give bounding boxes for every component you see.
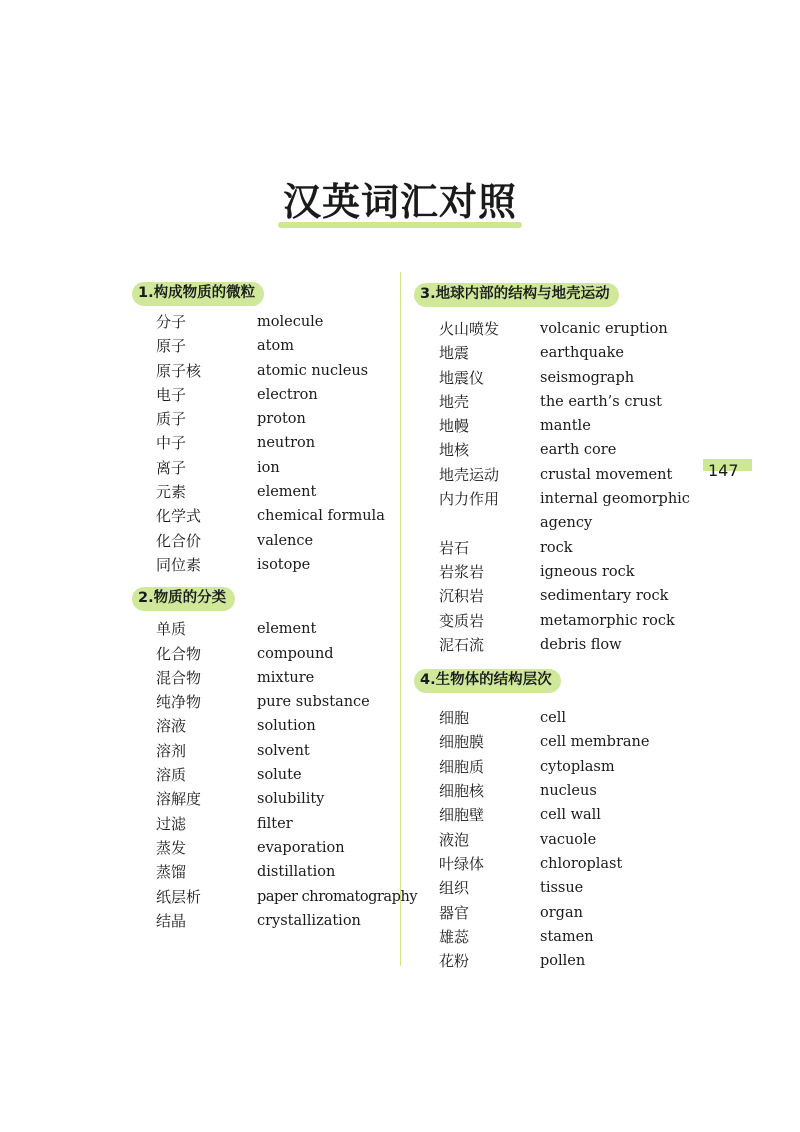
vocab-row bbox=[132, 763, 400, 787]
vocab-row-continuation bbox=[414, 511, 704, 535]
zh-term: 岩浆岩 bbox=[439, 562, 485, 581]
zh-term: 地幔 bbox=[439, 417, 470, 436]
en-term: seismograph bbox=[540, 369, 635, 386]
en-term: crustal movement bbox=[540, 466, 673, 483]
left-column bbox=[132, 282, 418, 933]
page-number: 147 bbox=[708, 461, 739, 480]
vocab-row bbox=[132, 666, 400, 690]
en-term: compound bbox=[257, 645, 334, 662]
en-term: internal geomorphic bbox=[540, 491, 690, 508]
zh-term: 离子 bbox=[156, 458, 187, 477]
vocab-row bbox=[132, 553, 400, 577]
en-term: paper chromatography bbox=[257, 888, 418, 905]
vocab-row bbox=[414, 341, 704, 365]
vocab-row bbox=[414, 609, 704, 633]
vocab-row bbox=[132, 383, 400, 407]
vocab-row bbox=[132, 860, 400, 884]
en-term: earthquake bbox=[540, 345, 624, 362]
vocab-row bbox=[132, 407, 400, 431]
en-term: debris flow bbox=[540, 636, 622, 653]
vocab-row bbox=[414, 414, 704, 438]
vocab-list-4 bbox=[414, 706, 704, 973]
zh-term: 同位素 bbox=[156, 555, 202, 574]
vocab-row bbox=[132, 456, 400, 480]
en-term: isotope bbox=[257, 556, 311, 573]
en-term: cell membrane bbox=[540, 734, 650, 751]
vocab-row bbox=[132, 690, 400, 714]
en-term: earth core bbox=[540, 442, 617, 459]
section-heading-3: 3.地球内部的结构与地壳运动 bbox=[414, 283, 619, 307]
zh-term: 单质 bbox=[156, 620, 187, 639]
en-term: organ bbox=[540, 904, 583, 921]
zh-term: 雄蕊 bbox=[439, 927, 470, 946]
zh-term: 溶质 bbox=[156, 766, 187, 785]
zh-term: 花粉 bbox=[439, 952, 470, 971]
zh-term: 地壳运动 bbox=[439, 465, 500, 484]
zh-term: 内力作用 bbox=[439, 490, 500, 509]
zh-term: 纸层析 bbox=[156, 887, 202, 906]
vocab-row bbox=[414, 463, 704, 487]
en-term: valence bbox=[257, 532, 314, 549]
en-term: mixture bbox=[257, 669, 315, 686]
vocab-row bbox=[414, 317, 704, 341]
zh-term: 火山喷发 bbox=[439, 320, 500, 338]
vocab-row bbox=[414, 925, 704, 949]
vocab-row bbox=[132, 617, 400, 641]
vocab-row bbox=[132, 836, 400, 860]
en-term: neutron bbox=[257, 435, 316, 452]
zh-term: 蒸发 bbox=[156, 838, 187, 857]
vocab-row bbox=[132, 310, 400, 334]
zh-term: 溶液 bbox=[156, 717, 187, 736]
en-term: tissue bbox=[540, 880, 584, 897]
zh-term: 液泡 bbox=[439, 830, 470, 849]
vocab-row bbox=[132, 739, 400, 763]
zh-term: 细胞 bbox=[439, 709, 470, 728]
vocab-row bbox=[414, 584, 704, 608]
vocab-row bbox=[132, 480, 400, 504]
vocab-row bbox=[414, 852, 704, 876]
vocab-row bbox=[414, 949, 704, 973]
en-term-continuation: agency bbox=[540, 515, 593, 532]
vocab-row bbox=[414, 876, 704, 900]
vocab-row bbox=[132, 334, 400, 358]
en-term: metamorphic rock bbox=[540, 612, 675, 629]
zh-term: 地震 bbox=[439, 344, 470, 363]
en-term: volcanic eruption bbox=[540, 321, 668, 337]
en-term: cell bbox=[540, 710, 566, 727]
section-heading-2: 2.物质的分类 bbox=[132, 587, 235, 611]
en-term: proton bbox=[257, 411, 306, 428]
vocab-list-2 bbox=[132, 617, 418, 933]
zh-term: 电子 bbox=[156, 385, 187, 404]
vocab-row bbox=[414, 536, 704, 560]
vocab-row bbox=[414, 633, 704, 657]
zh-term: 原子核 bbox=[156, 361, 202, 380]
zh-term: 化学式 bbox=[156, 507, 202, 526]
zh-term: 纯净物 bbox=[156, 693, 202, 712]
en-term: atomic nucleus bbox=[257, 362, 369, 379]
en-term: element bbox=[257, 484, 317, 501]
zh-term: 结晶 bbox=[156, 911, 187, 930]
vocab-row bbox=[132, 529, 400, 553]
en-term: igneous rock bbox=[540, 563, 635, 580]
zh-term: 叶绿体 bbox=[439, 854, 485, 873]
zh-term: 化合物 bbox=[156, 644, 202, 663]
en-term: distillation bbox=[257, 864, 336, 881]
en-term: chemical formula bbox=[257, 508, 385, 525]
zh-term: 细胞壁 bbox=[439, 806, 485, 825]
zh-term: 地壳 bbox=[439, 392, 470, 411]
page-title-text: 汉英词汇对照 bbox=[282, 180, 517, 224]
vocab-row bbox=[132, 431, 400, 455]
zh-term: 化合价 bbox=[156, 531, 202, 550]
zh-term: 变质岩 bbox=[439, 611, 485, 630]
vocab-row bbox=[414, 706, 704, 730]
vocab-list-3 bbox=[414, 317, 704, 657]
en-term: evaporation bbox=[257, 839, 345, 856]
page-number-tab bbox=[703, 459, 752, 483]
en-term: molecule bbox=[257, 314, 324, 330]
en-term: filter bbox=[257, 815, 293, 832]
section-heading-1: 1.构成物质的微粒 bbox=[132, 282, 264, 306]
zh-term: 原子 bbox=[156, 337, 187, 356]
en-term: atom bbox=[257, 338, 294, 355]
en-term: solvent bbox=[257, 742, 310, 759]
vocab-row bbox=[132, 885, 418, 909]
en-term: vacuole bbox=[540, 831, 597, 848]
en-term: solute bbox=[257, 767, 302, 784]
right-column bbox=[414, 283, 704, 973]
zh-term: 细胞膜 bbox=[439, 733, 485, 752]
en-term: rock bbox=[540, 539, 573, 556]
en-term: stamen bbox=[540, 928, 594, 945]
zh-term: 溶剂 bbox=[156, 741, 187, 760]
vocab-row bbox=[132, 642, 400, 666]
vocab-row bbox=[414, 730, 704, 754]
en-term: pollen bbox=[540, 953, 586, 970]
vocab-row bbox=[132, 909, 400, 933]
en-term: ion bbox=[257, 459, 280, 476]
vocab-list-1 bbox=[132, 310, 400, 577]
vocab-row bbox=[414, 779, 704, 803]
vocab-row bbox=[414, 438, 704, 462]
vocab-row bbox=[414, 901, 704, 925]
zh-term: 细胞质 bbox=[439, 757, 485, 776]
zh-term: 蒸馏 bbox=[156, 863, 187, 882]
vocab-row bbox=[414, 487, 704, 511]
zh-term: 组织 bbox=[439, 879, 470, 898]
en-term: cytoplasm bbox=[540, 758, 615, 775]
section-heading-4: 4.生物体的结构层次 bbox=[414, 669, 561, 693]
column-divider bbox=[400, 272, 401, 966]
zh-term: 过滤 bbox=[156, 814, 187, 833]
en-term: solubility bbox=[257, 791, 325, 808]
zh-term: 地震仪 bbox=[439, 368, 485, 387]
zh-term: 中子 bbox=[156, 434, 187, 453]
en-term: chloroplast bbox=[540, 855, 623, 872]
vocab-row bbox=[414, 828, 704, 852]
en-term: solution bbox=[257, 718, 316, 735]
vocab-row bbox=[132, 359, 400, 383]
vocab-row bbox=[132, 812, 400, 836]
zh-term: 溶解度 bbox=[156, 790, 202, 809]
en-term: electron bbox=[257, 386, 318, 403]
vocab-row bbox=[414, 390, 704, 414]
zh-term: 器官 bbox=[439, 903, 470, 922]
vocab-row bbox=[132, 504, 400, 528]
vocab-row bbox=[414, 755, 704, 779]
vocab-row bbox=[414, 803, 704, 827]
vocab-row bbox=[132, 787, 400, 811]
zh-term: 质子 bbox=[156, 410, 187, 429]
en-term: the earth’s crust bbox=[540, 393, 662, 410]
en-term: sedimentary rock bbox=[540, 588, 669, 605]
vocab-row bbox=[132, 714, 400, 738]
zh-term: 岩石 bbox=[439, 538, 470, 557]
en-term: crystallization bbox=[257, 912, 361, 929]
zh-term: 泥石流 bbox=[439, 635, 485, 654]
en-term: nucleus bbox=[540, 783, 597, 800]
zh-term: 沉积岩 bbox=[439, 587, 485, 606]
zh-term: 细胞核 bbox=[439, 782, 485, 801]
vocab-row bbox=[414, 366, 704, 390]
zh-term: 混合物 bbox=[156, 668, 202, 687]
zh-term: 元素 bbox=[156, 483, 187, 502]
zh-term: 分子 bbox=[156, 313, 187, 331]
zh-term: 地核 bbox=[439, 441, 470, 460]
en-term: pure substance bbox=[257, 694, 370, 711]
en-term: cell wall bbox=[540, 807, 601, 824]
page-title bbox=[278, 178, 522, 228]
vocab-row bbox=[414, 560, 704, 584]
en-term: element bbox=[257, 621, 317, 638]
en-term: mantle bbox=[540, 418, 591, 435]
